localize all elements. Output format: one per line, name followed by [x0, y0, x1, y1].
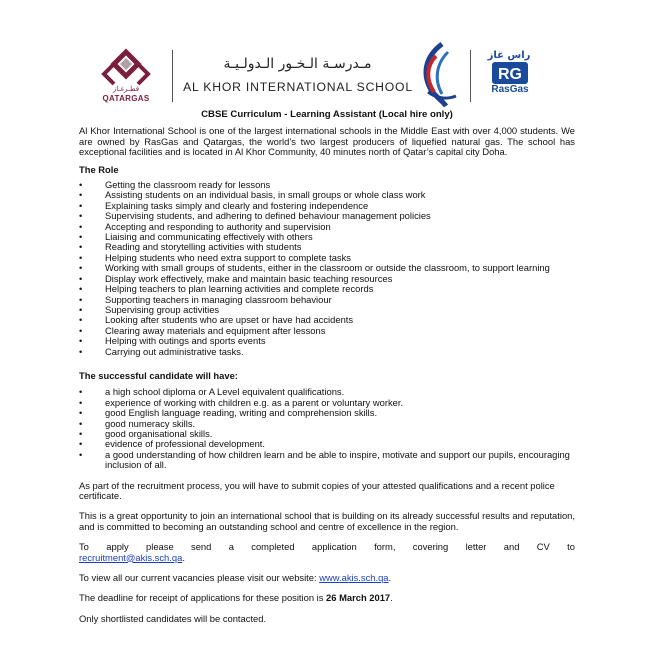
divider-right	[470, 50, 471, 102]
list-item: • Clearing away materials and equipment after lessons	[79, 326, 575, 336]
candidate-list	[79, 387, 575, 470]
list-item: • Working with small groups of students, either in the classroom or outside the classroom, to support learning	[79, 263, 575, 273]
vacancies-paragraph	[79, 573, 575, 583]
job-posting	[79, 110, 575, 624]
school-emblem-icon	[412, 42, 460, 108]
list-item: • Supporting teachers in managing classroom behaviour	[79, 295, 575, 305]
vacancies-text: To view all our current vacancies please visit our website:	[79, 572, 320, 584]
list-item: • a high school diploma or A Level equivalent qualifications.	[79, 387, 575, 397]
list-item: • a good understanding of how children learn and be able to inspire, motivate and support our pupils, encouraging inclusion of all.	[79, 450, 575, 471]
list-item: • Getting the classroom ready for lessons	[79, 180, 575, 190]
rasgas-logo-letters: RG	[498, 66, 522, 83]
apply-paragraph: To apply please send a completed application form, covering letter and CV to	[79, 541, 575, 553]
letterhead	[0, 38, 650, 108]
website-link[interactable]: www.akis.sch.qa	[319, 572, 389, 584]
list-item: • Helping teachers to plan learning activities and complete records	[79, 284, 575, 294]
list-item: • good organisational skills.	[79, 429, 575, 439]
apply-suffix: .	[182, 551, 185, 563]
list-item: • Accepting and responding to authority and supervision	[79, 222, 575, 232]
opportunity-paragraph: This is a great opportunity to join an international school that is building on its already successful results and reputation, and is committed to becoming an outstanding school and centre of excellence in the region.	[79, 510, 575, 532]
rasgas-name: RasGas	[491, 84, 529, 95]
list-item: • experience of working with children e.g. as a parent or voluntary worker.	[79, 398, 575, 408]
shortlist-paragraph: Only shortlisted candidates will be contacted.	[79, 612, 267, 624]
list-item: • Helping students who need extra support to complete tasks	[79, 253, 575, 263]
recruitment-paragraph: As part of the recruitment process, you will have to submit copies of your attested qualifications and a recent police certificate.	[79, 479, 555, 501]
deadline-text: The deadline for receipt of applications for these position is	[79, 592, 327, 604]
list-item: • good English language reading, writing and comprehension skills.	[79, 408, 575, 418]
list-item: • Looking after students who are upset or have had accidents	[79, 315, 575, 325]
list-item: • Reading and storytelling activities with students	[79, 242, 575, 252]
rasgas-arabic-name: راس غاز	[487, 50, 531, 61]
page-title: CBSE Curriculum - Learning Assistant (Local hire only)	[201, 109, 453, 120]
list-item: • Assisting students on an individual basis, in small groups or whole class work	[79, 190, 575, 200]
list-item: • Liaising and communicating effectively with others	[79, 232, 575, 242]
list-item: • Supervising group activities	[79, 305, 575, 315]
qatargas-name: QATARGAS	[102, 94, 150, 103]
vacancies-suffix: .	[388, 572, 392, 584]
recruitment-email-link[interactable]: recruitment@akis.sch.qa	[79, 551, 183, 563]
role-list	[79, 180, 575, 357]
intro-paragraph: Al Khor International School is one of the largest international schools in the Middle East with over 4,000 students. We are owned by RasGas and Qatargas, the world’s two largest producers of liquefied natural gas. The school has exceptional facilities and is located in Al Khor Community, 40 minutes north of Qatar’s capital city Doha.	[79, 125, 575, 158]
list-item: • Explaining tasks simply and clearly and fostering independence	[79, 201, 575, 211]
deadline-suffix: .	[390, 592, 393, 604]
school-name: AL KHOR INTERNATIONAL SCHOOL	[183, 80, 413, 94]
apply-email-line	[79, 553, 575, 563]
list-item: • evidence of professional development.	[79, 439, 575, 449]
candidate-heading: The successful candidate will have:	[79, 369, 238, 381]
list-item: • Helping with outings and sports events	[79, 336, 575, 346]
deadline-paragraph	[79, 593, 575, 603]
divider-left	[172, 50, 173, 102]
list-item: • Carrying out administrative tasks.	[79, 347, 575, 357]
list-item: • Display work effectively, make and maintain basic teaching resources	[79, 274, 575, 284]
list-item: • good numeracy skills.	[79, 419, 575, 429]
role-heading: The Role	[79, 163, 119, 175]
list-item: • Supervising students, and adhering to defined behaviour management policies	[79, 211, 575, 221]
deadline-date: 26 March 2017	[326, 592, 391, 604]
rasgas-logo-icon	[492, 62, 528, 84]
school-arabic-name: مـدرسـة الـخـور الـدولـيـة	[223, 56, 372, 72]
qatargas-arabic-name: قطـرغـاز	[112, 85, 140, 93]
